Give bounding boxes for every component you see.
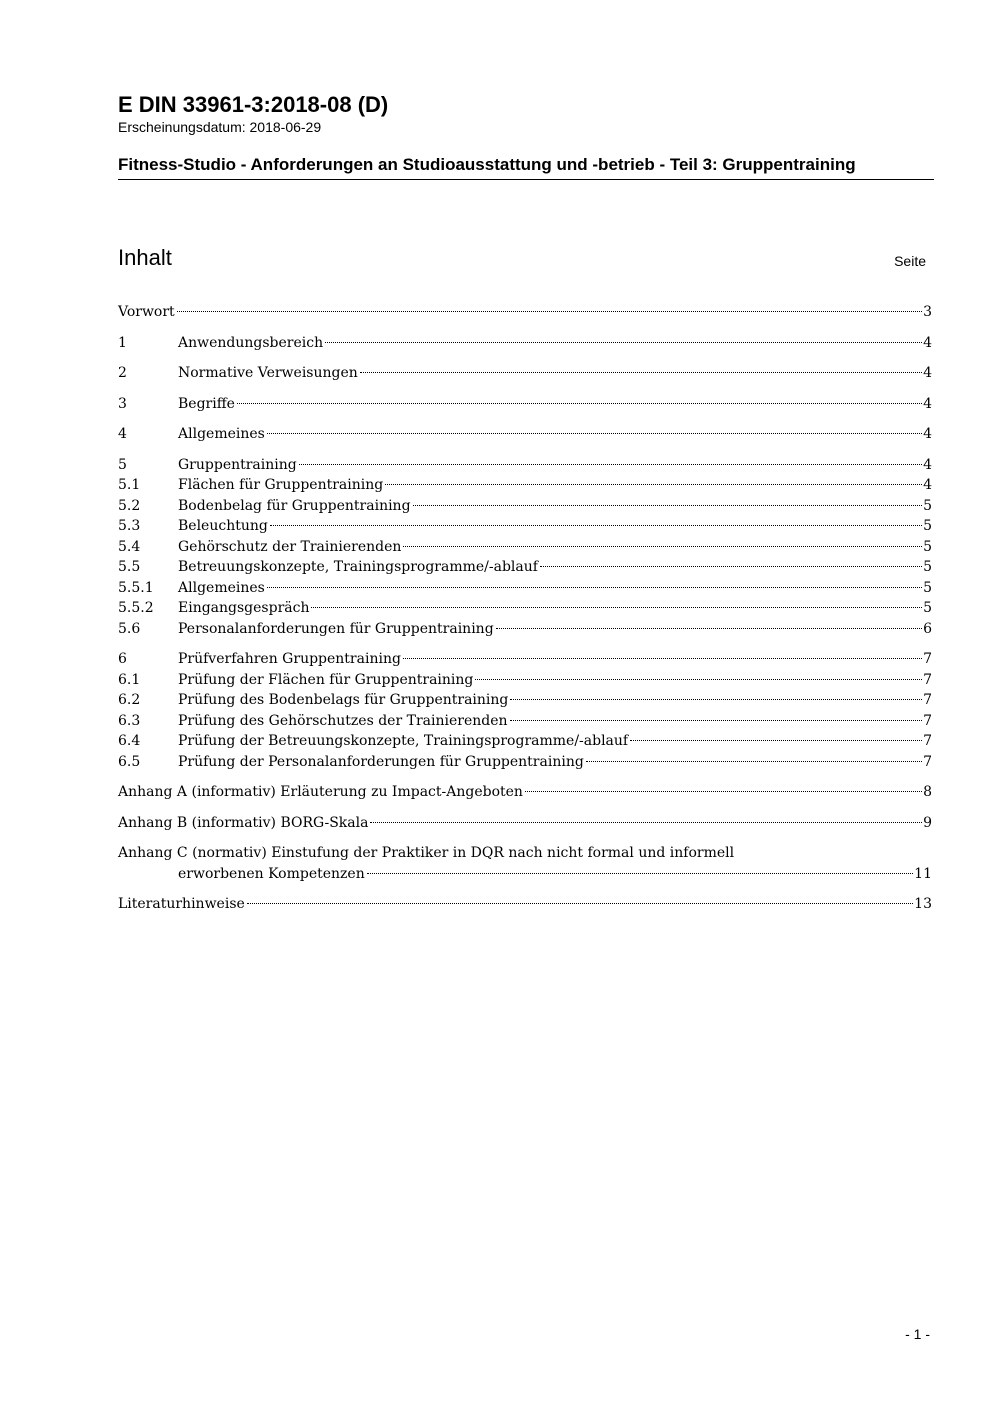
toc-entry-3[interactable] (118, 394, 932, 415)
toc-entry-anhang-b[interactable] (118, 813, 932, 834)
toc-entry-text: Betreuungskonzepte, Trainingsprogramme/-ablauf (178, 559, 538, 575)
page-number: - 1 - (905, 1326, 930, 1342)
toc-entry-number: 6.5 (118, 753, 141, 770)
toc-entry-text: Prüfung der Flächen für Gruppentraining (178, 671, 474, 688)
table-of-contents (118, 302, 932, 915)
toc-entry-page: 7 (923, 733, 932, 749)
toc-entry-6-4[interactable] (118, 731, 932, 752)
toc-entry-number: 3 (118, 395, 127, 412)
toc-entry-5-4[interactable] (118, 537, 932, 558)
toc-entry-page: 5 (923, 559, 932, 575)
toc-entry-page: 7 (923, 753, 932, 770)
dot-leader (630, 740, 922, 741)
dot-leader (403, 546, 922, 547)
toc-entry-number: 6.4 (118, 733, 141, 749)
toc-entry-page: 7 (923, 651, 932, 667)
toc-heading-row (118, 245, 926, 275)
document-header (118, 92, 934, 180)
dot-leader (496, 628, 922, 629)
toc-entry-page: 4 (923, 395, 932, 412)
toc-entry-anhang-c[interactable] (118, 843, 932, 884)
toc-entry-number: 6.1 (118, 671, 141, 688)
toc-entry-number: 5.2 (118, 497, 141, 514)
toc-entry-6-3[interactable] (118, 711, 932, 732)
toc-entry-5-5[interactable] (118, 557, 932, 578)
toc-entry-text: Begriffe (178, 395, 235, 412)
toc-entry-vorwort[interactable] (118, 302, 932, 323)
toc-entry-number: 5.6 (118, 620, 141, 637)
dot-leader (370, 822, 922, 823)
toc-entry-page: 6 (923, 620, 932, 637)
toc-entry-page: 5 (923, 497, 932, 514)
toc-entry-number: 6.2 (118, 692, 141, 708)
toc-entry-6-5[interactable] (118, 752, 932, 773)
toc-entry-number: 5.5.2 (118, 600, 154, 616)
toc-entry-page: 3 (923, 304, 932, 320)
toc-entry-5-1[interactable] (118, 475, 932, 496)
toc-entry-text: Prüfverfahren Gruppentraining (178, 651, 401, 667)
toc-entry-5[interactable] (118, 455, 932, 476)
toc-entry-anhang-a[interactable] (118, 782, 932, 803)
dot-leader (247, 903, 913, 904)
toc-entry-number: 4 (118, 426, 127, 442)
dot-leader (367, 873, 913, 874)
dot-leader (540, 566, 922, 567)
dot-leader (525, 791, 922, 792)
toc-entry-number: 5 (118, 456, 127, 473)
toc-entry-5-3[interactable] (118, 516, 932, 537)
dot-leader (270, 525, 922, 526)
dot-leader (311, 607, 922, 608)
dot-leader (325, 342, 922, 343)
toc-entry-text: Literaturhinweise (118, 896, 245, 912)
toc-entry-page: 4 (923, 456, 932, 473)
toc-entry-number: 5.1 (118, 477, 141, 493)
toc-entry-page: 4 (923, 477, 932, 493)
toc-entry-5-2[interactable] (118, 496, 932, 517)
toc-entry-2[interactable] (118, 363, 932, 384)
toc-entry-number: 5.5.1 (118, 579, 154, 596)
toc-entry-page: 5 (923, 518, 932, 534)
toc-entry-text: Prüfung der Betreuungskonzepte, Trainingsprogramme/-ablauf (178, 733, 629, 749)
toc-entry-page: 5 (923, 600, 932, 616)
dot-leader (267, 587, 922, 588)
document-title: Fitness-Studio - Anforderungen an Studioausstattung und -betrieb - Teil 3: Gruppentraining (118, 154, 934, 180)
dot-leader (237, 403, 922, 404)
toc-entry-page: 7 (923, 712, 932, 729)
toc-entry-page: 9 (923, 814, 932, 831)
dot-leader (385, 484, 922, 485)
toc-entry-number: 2 (118, 365, 127, 381)
toc-entry-number: 5.3 (118, 518, 141, 534)
dot-leader (510, 699, 922, 700)
toc-entry-text: Anhang B (informativ) BORG-Skala (118, 814, 369, 831)
dot-leader (299, 464, 922, 465)
toc-entry-page: 5 (923, 579, 932, 596)
toc-entry-4[interactable] (118, 424, 932, 445)
toc-entry-text: Allgemeines (178, 579, 265, 596)
toc-entry-text-continued: erworbenen Kompetenzen (178, 865, 365, 882)
toc-entry-6[interactable] (118, 649, 932, 670)
toc-entry-number: 1 (118, 334, 127, 351)
toc-entry-page: 8 (923, 784, 932, 800)
toc-entry-text: Normative Verweisungen (178, 365, 358, 381)
toc-entry-number: 5.4 (118, 538, 141, 555)
toc-entry-6-2[interactable] (118, 690, 932, 711)
toc-entry-text: Personalanforderungen für Gruppentraining (178, 620, 494, 637)
dot-leader (360, 372, 922, 373)
dot-leader (510, 720, 923, 721)
toc-entry-page: 5 (923, 538, 932, 555)
dot-leader (267, 433, 922, 434)
toc-entry-page: 4 (923, 365, 932, 381)
toc-entry-text: Vorwort (118, 304, 175, 320)
dot-leader (586, 761, 922, 762)
toc-entry-text: Anhang A (informativ) Erläuterung zu Impact-Angeboten (118, 784, 523, 800)
toc-entry-number: 6.3 (118, 712, 141, 729)
toc-entry-page: 13 (914, 896, 932, 912)
toc-entry-text: Allgemeines (178, 426, 265, 442)
dot-leader (403, 658, 922, 659)
toc-entry-text: Anwendungsbereich (178, 334, 324, 351)
toc-entry-text: Gruppentraining (178, 456, 297, 473)
toc-entry-text: Prüfung der Personalanforderungen für Gruppentraining (178, 753, 584, 770)
toc-entry-text: Prüfung des Gehörschutzes der Trainierenden (178, 712, 508, 729)
toc-entry-text: Gehörschutz der Trainierenden (178, 538, 402, 555)
toc-entry-page: 4 (923, 426, 932, 442)
dot-leader (177, 311, 922, 312)
toc-entry-text: Prüfung des Bodenbelags für Gruppentraining (178, 692, 509, 708)
toc-entry-page: 11 (914, 865, 932, 882)
document-id: E DIN 33961-3:2018-08 (D) (118, 92, 389, 117)
toc-entry-number: 6 (118, 651, 127, 667)
toc-entry-page: 7 (923, 671, 932, 688)
toc-entry-text: Anhang C (normativ) Einstufung der Praktiker in DQR nach nicht formal und informell (118, 845, 735, 861)
toc-entry-text: Flächen für Gruppentraining (178, 477, 384, 493)
toc-entry-5-5-2[interactable] (118, 598, 932, 619)
dot-leader (413, 505, 923, 506)
toc-entry-text: Bodenbelag für Gruppentraining (178, 497, 411, 514)
toc-page-column-label: Seite (894, 253, 926, 269)
toc-entry-page: 4 (923, 334, 932, 351)
toc-entry-text: Beleuchtung (178, 518, 268, 534)
toc-entry-number: 5.5 (118, 559, 141, 575)
toc-entry-5-6[interactable] (118, 619, 932, 640)
toc-entry-6-1[interactable] (118, 670, 932, 691)
toc-entry-5-5-1[interactable] (118, 578, 932, 599)
toc-entry-text: Eingangsgespräch (178, 600, 310, 616)
toc-entry-continuation (118, 864, 932, 885)
publication-date: Erscheinungsdatum: 2018-06-29 (118, 119, 322, 135)
toc-entry-literaturhinweise[interactable] (118, 894, 932, 915)
toc-entry-1[interactable] (118, 333, 932, 354)
toc-entry-page: 7 (923, 692, 932, 708)
dot-leader (475, 679, 922, 680)
toc-heading: Inhalt (118, 245, 172, 270)
